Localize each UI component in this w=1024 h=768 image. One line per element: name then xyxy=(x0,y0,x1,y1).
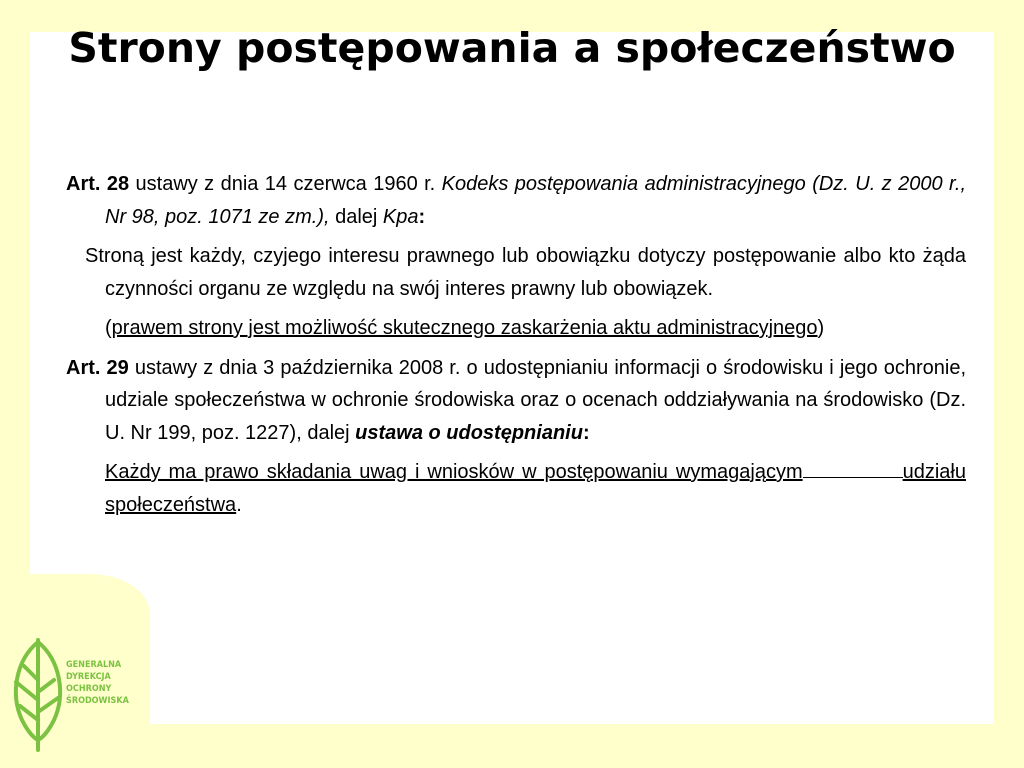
underline-gap xyxy=(803,457,903,478)
right-text-b: udziału społeczeństwa xyxy=(105,461,966,516)
logo-line: ŚRODOWISKA xyxy=(66,696,129,706)
art28-text: ustawy z dnia 14 czerwca 1960 r. xyxy=(129,173,442,195)
art29-colon: : xyxy=(582,421,590,444)
note-paragraph xyxy=(66,312,966,345)
right-paragraph xyxy=(66,456,966,521)
art29-short-name: ustawa o udostępnianiu xyxy=(355,421,583,444)
logo-line: GENERALNA xyxy=(66,660,122,670)
slide-title: Strony postępowania a społeczeństwo xyxy=(68,24,956,72)
note-open: ( xyxy=(105,317,112,339)
note-text: prawem strony jest możliwość skutecznego zaskarżenia aktu administracyjnego xyxy=(111,317,818,339)
art29-paragraph xyxy=(66,352,966,450)
art28-text-dalej: dalej xyxy=(329,205,383,228)
definition-paragraph: Stroną jest każdy, czyjego interesu prawnego lub obowiązku dotyczy postępowanie albo kto żąda czynności organu ze względu na swój interes prawny lub obowiązek. xyxy=(85,245,966,300)
art28-act-title: Kodeks postępowania administracyjnego (Dz. U. z 2000 r., Nr 98, poz. 1071 ze zm.), xyxy=(105,173,967,228)
logo-line: OCHRONY xyxy=(66,684,112,694)
slide-content xyxy=(66,168,966,528)
art28-label: Art. 28 xyxy=(66,173,130,195)
note-close: ) xyxy=(817,317,825,339)
logo-line: DYREKCJA xyxy=(66,672,111,682)
right-text-a: Każdy ma prawo składania uwag i wniosków w postępowaniu wymagającym xyxy=(105,461,803,483)
right-end: . xyxy=(236,493,242,516)
art28-paragraph xyxy=(66,168,966,233)
art29-text: ustawy z dnia 3 października 2008 r. o udostępnianiu informacji o środowisku i jego ochronie, udziale społeczeństwa w ochronie środowiska oraz o ocenach oddziaływania na środowisko (Dz. U. Nr 199, poz. 1227), dalej xyxy=(105,356,966,444)
art29-label: Art. 29 xyxy=(66,356,129,379)
art28-short-name: Kpa xyxy=(382,205,419,228)
art28-colon: : xyxy=(418,205,426,228)
logo-text xyxy=(66,659,129,707)
